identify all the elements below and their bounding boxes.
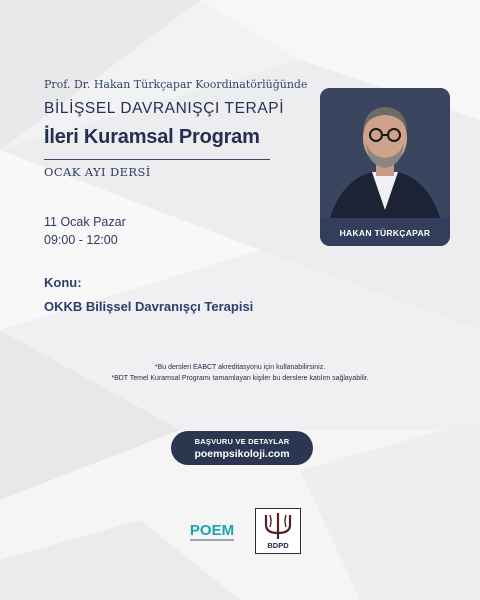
note-prerequisite: *BDT Temel Kuramsal Programı tamamlayan kişiler bu derslere katılım sağlayabilir. (111, 375, 369, 382)
notes-block (0, 362, 480, 384)
program-tagline: BİLİŞSEL DAVRANIŞÇI TERAPİ (44, 100, 285, 117)
coordinator-line: Prof. Dr. Hakan Türkçapar Koordinatörlüğünde (44, 78, 308, 91)
program-title: İleri Kuramsal Program (44, 126, 260, 148)
apply-button-url: poempsikoloji.com (194, 448, 290, 460)
speaker-photo (320, 88, 450, 246)
speaker-card (320, 88, 450, 246)
event-time: 09:00 - 12:00 (44, 233, 118, 247)
bdpd-logo-text: BDPD (267, 541, 289, 550)
title-divider (44, 159, 270, 160)
topic-label: Konu: (44, 275, 82, 290)
apply-button[interactable] (171, 431, 313, 465)
topic-value: OKKB Bilişsel Davranışçı Terapisi (44, 299, 254, 314)
event-date: 11 Ocak Pazar (44, 215, 126, 229)
bdpd-logo (255, 508, 301, 554)
poem-logo-text: POEM (189, 522, 235, 539)
speaker-name: HAKAN TÜRKÇAPAR (339, 228, 431, 238)
poem-logo (184, 518, 240, 546)
lesson-subtitle: OCAK AYI DERSİ (44, 165, 151, 179)
note-eabct: *Bu dersleri EABCT akreditasyonu için kullanabilirsiniz. (154, 364, 326, 371)
apply-button-label: BAŞVURU VE DETAYLAR (194, 437, 290, 446)
